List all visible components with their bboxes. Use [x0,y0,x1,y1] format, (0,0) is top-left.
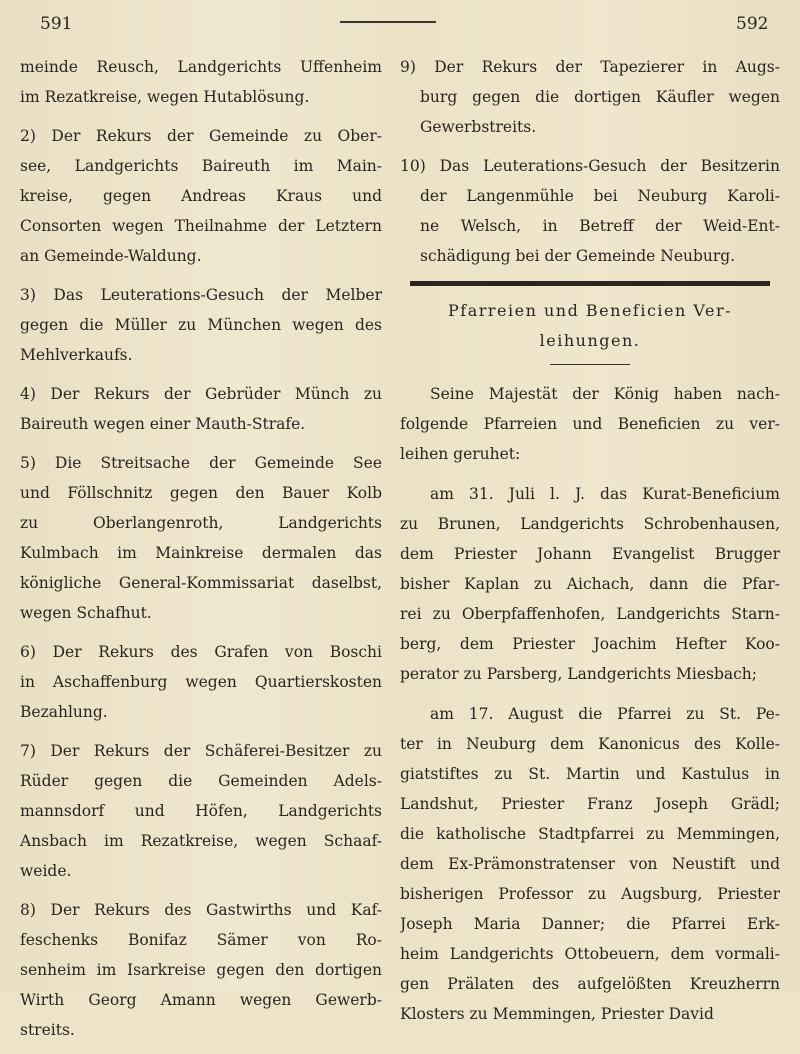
paragraph-intro [400,379,780,469]
text-line: kreise, gegen Andreas Kraus und [20,187,382,205]
text-line: 10) Das Leuterations-Gesuch der Besitzerin [400,157,780,175]
text-line: burg gegen die dortigen Käufler wegen [420,88,780,106]
right-column [400,52,780,1039]
section-heading [400,296,780,356]
text-line: gegen die Müller zu München wegen des [20,316,382,334]
text-line: Gewerbstreits. [420,118,537,136]
text-line: Landshut, Priester Franz Joseph Grädl; [400,795,780,813]
text-line: Bezahlung. [20,703,108,721]
text-line: meinde Reusch, Landgerichts Uffenheim [20,58,382,76]
heading-line: Pfarreien und Beneficien Ver- [448,301,732,320]
text-line: 4) Der Rekurs der Gebrüder Münch zu [20,385,382,403]
text-line: im Rezatkreise, wegen Hutablösung. [20,88,310,106]
text-line: berg, dem Priester Joachim Hefter Koo- [400,635,780,653]
text-line: senheim im Isarkreise gegen den dortigen [20,961,382,979]
text-line: weide. [20,862,72,880]
text-line: am 17. August die Pfarrei zu St. Pe- [430,705,780,723]
text-line: an Gemeinde-Waldung. [20,247,202,265]
text-line: leihen geruhet: [400,445,521,463]
left-page-number: 591 [40,14,73,34]
entry-cont [20,52,382,112]
text-line: bisherigen Professor zu Augsburg, Priester [400,885,780,903]
entry-5 [20,448,382,628]
text-line: Mehlverkaufs. [20,346,133,364]
section-divider [410,281,770,286]
text-line: am 31. Juli l. J. das Kurat-Beneficium [430,485,780,503]
text-line: 5) Die Streitsache der Gemeinde See [20,454,382,472]
text-line: mannsdorf und Höfen, Landgerichts [20,802,382,820]
text-line: 9) Der Rekurs der Tapezierer in Augs- [400,58,780,76]
text-line: giatstiftes zu St. Martin und Kastulus in [400,765,780,783]
text-line: und Föllschnitz gegen den Bauer Kolb [20,484,382,502]
right-paragraphs [400,379,780,1029]
text-line: in Aschaffenburg wegen Quartierskosten [20,673,382,691]
text-line: der Langenmühle bei Neuburg Karoli- [420,187,780,205]
text-line: heim Landgerichts Ottobeuern, dem vormali- [400,945,780,963]
text-line: zu Oberlangenroth, Landgerichts [20,514,382,532]
heading-line: leihungen. [539,331,641,350]
text-line: dem Priester Johann Evangelist Brugger [400,545,780,563]
text-line: 2) Der Rekurs der Gemeinde zu Ober- [20,127,382,145]
text-line: bisher Kaplan zu Aichach, dann die Pfar- [400,575,780,593]
entry-7 [20,736,382,886]
text-line: die katholische Stadtpfarrei zu Memmingen, [400,825,780,843]
text-line: Seine Majestät der König haben nach- [430,385,780,403]
text-line: dem Ex-Prämonstratenser von Neustift und [400,855,780,873]
text-line: Wirth Georg Amann wegen Gewerb- [20,991,382,1009]
text-line: Klosters zu Memmingen, Priester David [400,1005,714,1023]
text-line: 8) Der Rekurs des Gastwirths und Kaf- [20,901,382,919]
text-line: gen Prälaten des aufgelößten Kreuzherrn [400,975,780,993]
text-line: Baireuth wegen einer Mauth-Strafe. [20,415,306,433]
text-line: folgende Pfarreien und Beneficien zu ver- [400,415,780,433]
text-line: wegen Schafhut. [20,604,152,622]
entry-4 [20,379,382,439]
text-line: 7) Der Rekurs der Schäferei-Besitzer zu [20,742,382,760]
header-rule [340,21,436,23]
entry-6 [20,637,382,727]
text-line: ne Welsch, in Betreff der Weid-Ent- [420,217,780,235]
left-column [20,52,382,1054]
text-line: Ansbach im Rezatkreise, wegen Schaaf- [20,832,382,850]
paragraph-p1 [400,479,780,689]
text-line: see, Landgerichts Baireuth im Main- [20,157,382,175]
text-line: zu Brunen, Landgerichts Schrobenhausen, [400,515,780,533]
entry-8 [20,895,382,1045]
text-line: feschenks Bonifaz Sämer von Ro- [20,931,382,949]
text-line: Joseph Maria Danner; die Pfarrei Erk- [400,915,780,933]
entry-3 [20,280,382,370]
text-line: Rüder gegen die Gemeinden Adels- [20,772,382,790]
text-line: 6) Der Rekurs des Grafen von Boschi [20,643,382,661]
text-line: rei zu Oberpfaffenhofen, Landgerichts Starn- [400,605,780,623]
entry-10 [400,151,780,271]
heading-rule [550,364,630,365]
text-line: ter in Neuburg dem Kanonicus des Kolle- [400,735,780,753]
entry-2 [20,121,382,271]
text-line: Kulmbach im Mainkreise dermalen das [20,544,382,562]
text-line: streits. [20,1021,75,1039]
right-items [400,52,780,271]
paragraph-p2 [400,699,780,1029]
entry-9 [400,52,780,142]
text-line: königliche General-Kommissariat daselbst, [20,574,382,592]
text-line: 3) Das Leuterations-Gesuch der Melber [20,286,382,304]
text-line: schädigung bei der Gemeinde Neuburg. [420,247,736,265]
text-line: Consorten wegen Theilnahme der Letztern [20,217,382,235]
text-line: perator zu Parsberg, Landgerichts Miesbach; [400,665,758,683]
right-page-number: 592 [736,14,769,34]
